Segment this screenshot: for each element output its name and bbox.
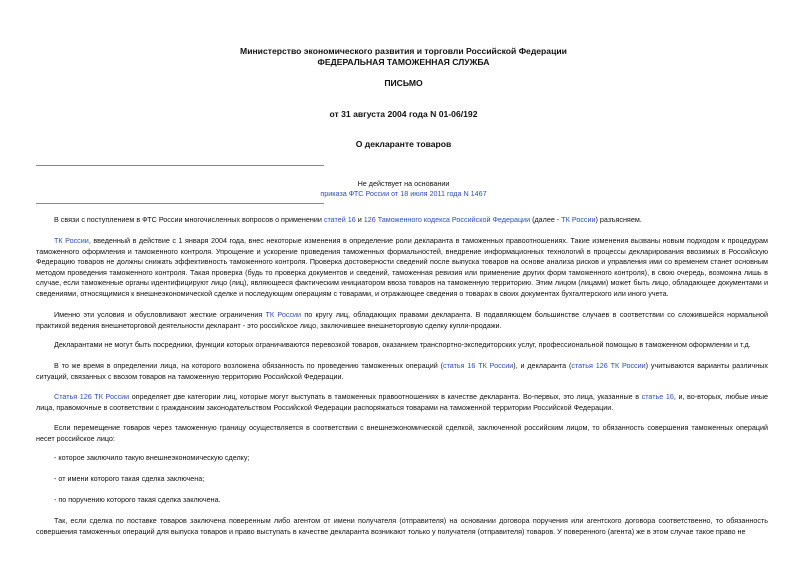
document-type: ПИСЬМО xyxy=(384,78,423,88)
article-16-link[interactable]: статье 16 xyxy=(641,392,674,401)
paragraph-3: Именно эти условия и обусловливают жесткие ограничения ТК России по кругу лиц, обладающих правами декларанта. В подавляющем большинстве случаев в соответствии со сложившейся нормальной практикой ведения внешнеторговой деятельности декларант - это российское лицо, заключившее внешнеторговую сделку купли-продажи. xyxy=(36,310,768,330)
paragraph-6: Статья 126 ТК России определяет две категории лиц, которые могут выступать в таможенных правоотношениях в качестве декларанта. Во-первых, это лица, указанные в статье 16, и, во-вторых, любые иные лица, правомочные в соответствии с гражданским законодательством Российской Федерации распоряжаться товарами на таможенной территории Российской Федерации. xyxy=(36,392,768,412)
tk-russia-link[interactable]: ТК России xyxy=(561,215,596,224)
article-126-tk-link[interactable]: статья 126 ТК России xyxy=(571,361,646,370)
document-subject: О декларанте товаров xyxy=(355,139,452,149)
article-16-link[interactable]: статей 16 xyxy=(323,215,356,224)
list-item: - по поручению которого такая сделка заключена. xyxy=(54,495,221,504)
paragraph-2: ТК России, введенный в действие с 1 января 2004 года, внес некоторые изменения в определение роли декларанта в таможенных правоотношениях. Такие изменения вызваны новым подходом к процедурам таможенного оформления и таможенного контроля. Упрощение и ускорение проведения таможенных формальностей, внедрение информационных технологий в процессы декларирования ввозимых в Российскую Федерацию товаров не должны снижать эффективность таможенного контроля. Проверка достоверности сведений после выпуска товаров на основе анализа рисков и управления ими со временем станет основным методом проведения таможенного контроля. Такая проверка (будь то проверка документов и сведений, таможенная ревизия или применение других форм таможенного контроля), в свою очередь, возможна лишь в случае, если таможенные органы идентифицируют лицо (лиц), являющееся фактическим инициатором ввоза товаров на таможенную территорию. Этим лицом (лицами) может быть лицо, обладающее документами и сведениями, относящимися к внешнеэкономической сделке и последующим операциям с товарами, и отражающее сведения о товарах в своих документах бухгалтерского или иного учета. xyxy=(36,236,768,298)
service-title: ФЕДЕРАЛЬНАЯ ТАМОЖЕННАЯ СЛУЖБА xyxy=(317,57,490,67)
article-16-tk-link[interactable]: статья 16 ТК России xyxy=(442,361,514,370)
tk-russia-link[interactable]: ТК России xyxy=(265,310,302,319)
paragraph-5: В то же время в определении лица, на которого возложена обязанность по проведению таможенных операций (статья 16 ТК России), и декларанта (статья 126 ТК России) учитываются варианты различных ситуаций, связанных с ввозом товаров на таможенную территорию Российской Федерации. xyxy=(36,361,768,381)
paragraph-7: Если перемещение товаров через таможенную границу осуществляется в соответствии с внешнеэкономической сделкой, заключенной российским лицом, то обязанность совершения таможенных операций несет российское лицо: xyxy=(36,423,768,443)
paragraph-1: В связи с поступлением в ФТС России многочисленных вопросов о применении статей 16 и 126 Таможенного кодекса Российской Федерации (далее - ТК России) разъясняем. xyxy=(54,215,642,224)
divider-top xyxy=(36,165,324,166)
paragraph-4: Декларантами не могут быть посредники, функции которых ограничиваются перевозкой товаров, оказанием транспортно-экспедиторских услуг, профессиональной помощью в таможенном оформлении и т.д. xyxy=(54,340,751,349)
list-item: - которое заключило такую внешнеэкономическую сделку; xyxy=(54,453,250,462)
status-note: Не действует на основании xyxy=(357,179,450,188)
article-126-tk-link[interactable]: Статья 126 ТК России xyxy=(54,392,130,401)
divider-bottom xyxy=(36,203,324,204)
document-date-number: от 31 августа 2004 года N 01-06/192 xyxy=(329,109,478,119)
repeal-order-link[interactable]: приказа ФТС России от 18 июля 2011 года N 1467 xyxy=(320,189,487,198)
ministry-title: Министерство экономического развития и торговли Российской Федерации xyxy=(240,46,567,56)
customs-code-article-126-link[interactable]: 126 Таможенного кодекса Российской Федерации xyxy=(363,215,531,224)
paragraph-8: Так, если сделка по поставке товаров заключена поверенным либо агентом от имени получателя (отправителя) на основании договора поручения или агентского договора соответственно, то обязанность совершения таможенных операций для выпуска товаров и право выступать в качестве декларанта возникают только у получателя (отправителя) товаров. У поверенного (агента) же в этом случае такое право не xyxy=(36,516,768,536)
tk-russia-link[interactable]: ТК России xyxy=(54,236,89,245)
list-item: - от имени которого такая сделка заключена; xyxy=(54,474,205,483)
